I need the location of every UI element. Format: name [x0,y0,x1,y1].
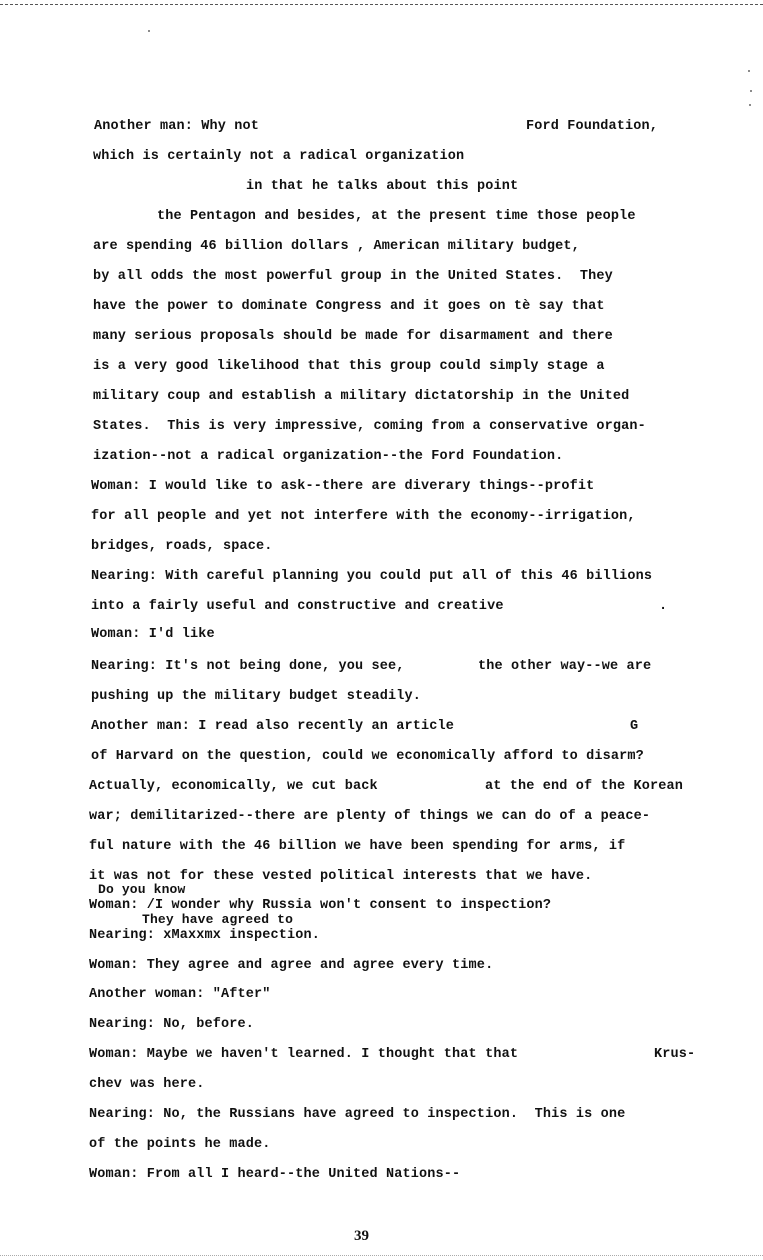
text-line: by all odds the most powerful group in the United States. They [93,269,613,284]
text-line: the Pentagon and besides, at the present time those people [157,209,636,224]
text-line: into a fairly useful and constructive and creative [91,599,504,614]
text-line: have the power to dominate Congress and it goes on tè say that [93,299,605,314]
text-line: pushing up the military budget steadily. [91,689,422,704]
text-line: chev was here. [89,1077,205,1092]
text-line: Nearing: No, the Russians have agreed to inspection. This is one [89,1107,626,1122]
text-line: G [630,719,639,734]
text-line: ful nature with the 46 billion we have been spending for arms, if [89,839,626,854]
bottom-edge-rule [0,1255,763,1256]
text-line: at the end of the Korean [485,779,684,794]
text-line: Krus- [654,1047,696,1062]
text-line: Woman: /I wonder why Russia won't consent to inspection? [89,898,552,913]
text-line: in that he talks about this point [246,179,519,194]
text-line: Another woman: "After" [89,987,271,1002]
text-line: ization--not a radical organization--the Ford Foundation. [93,449,564,464]
text-line: Woman: Maybe we haven't learned. I thought that that [89,1047,519,1062]
scan-speck [750,90,752,92]
text-line: of the points he made. [89,1137,271,1152]
text-line: military coup and establish a military dictatorship in the United [93,389,630,404]
text-line: Another man: Why not [94,119,260,134]
text-line: many serious proposals should be made for disarmament and there [93,329,613,344]
text-line: States. This is very impressive, coming from a conservative organ- [93,419,646,434]
text-line: Actually, economically, we cut back [89,779,378,794]
text-line: is a very good likelihood that this group could simply stage a [93,359,605,374]
text-line: are spending 46 billion dollars , American military budget, [93,239,580,254]
text-line: the other way--we are [478,659,652,674]
text-line: Woman: From all I heard--the United Nations-- [89,1167,461,1182]
text-line: Woman: They agree and agree and agree every time. [89,958,494,973]
text-line: Ford Foundation, [526,119,659,134]
text-line: which is certainly not a radical organization [93,149,465,164]
handwritten-insertion: Do you know [98,882,186,897]
scan-speck [148,30,150,32]
text-line: Nearing: With careful planning you could put all of this 46 billions [91,569,653,584]
text-line: Woman: I would like to ask--there are diverary things--profit [91,479,595,494]
text-line: war; demilitarized--there are plenty of things we can do of a peace- [89,809,651,824]
text-line: Nearing: xMaxxmx inspection. [89,928,321,943]
text-line: for all people and yet not interfere with the economy--irrigation, [91,509,636,524]
text-line: of Harvard on the question, could we economically afford to disarm? [91,749,644,764]
scan-speck [749,104,751,106]
scan-speck [748,70,750,72]
text-line: Another man: I read also recently an article [91,719,455,734]
text-line: it was not for these vested political interests that we have. [89,869,593,884]
page-number: 39 [354,1228,369,1244]
text-line: bridges, roads, space. [91,539,273,554]
text-line: Nearing: It's not being done, you see, [91,659,405,674]
typed-insertion: They have agreed to [142,912,294,927]
text-line: . [659,599,668,614]
text-line: Nearing: No, before. [89,1017,255,1032]
text-line: Woman: I'd like [91,627,215,642]
